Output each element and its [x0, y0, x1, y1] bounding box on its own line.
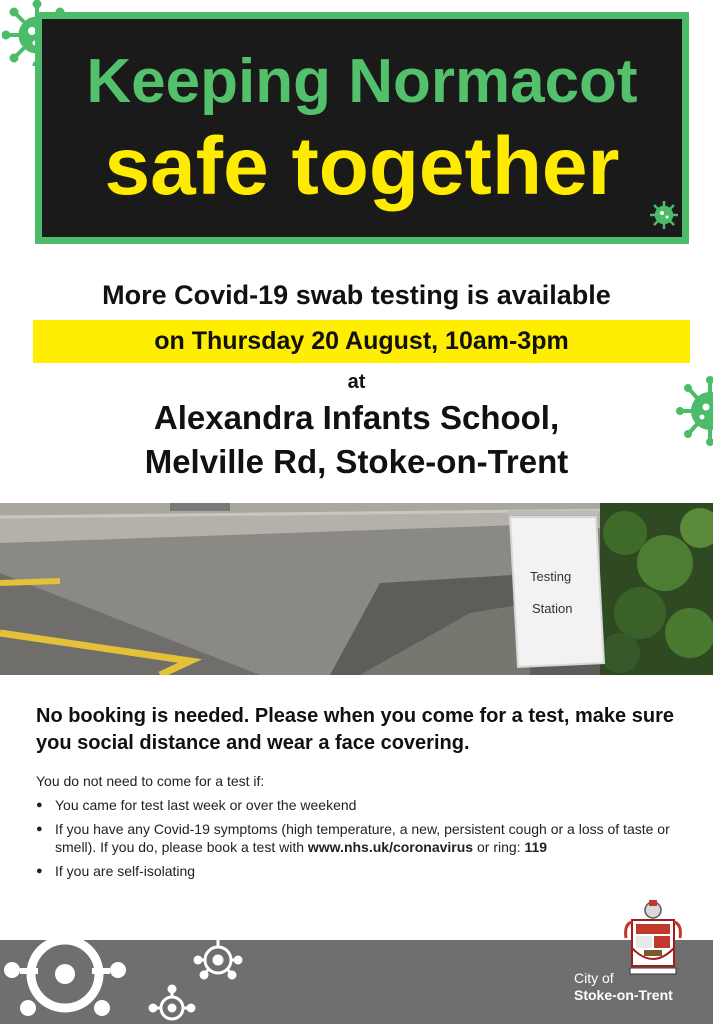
footer-council-name: Stoke-on-Trent — [574, 987, 673, 1003]
testing-headline: More Covid-19 swab testing is available — [102, 280, 611, 310]
testing-station-photo — [0, 503, 713, 675]
sign-text-line-2: Station — [532, 601, 573, 616]
title-line-1: Keeping Normacot — [86, 47, 638, 116]
nhs-link[interactable]: www.nhs.uk/coronavirus — [307, 839, 474, 855]
venue-address — [0, 396, 713, 484]
at-label: at — [347, 371, 366, 393]
bullet-text-2-mid: or ring: — [473, 839, 525, 855]
venue-line-1: Alexandra Infants School, — [153, 399, 560, 436]
bullet-text-2: If you have any Covid-19 symptoms (high temperature, a new, persistent cough or a loss of taste or smell). If you do, please book a test with — [55, 821, 670, 855]
sign-text-line-1: Testing — [530, 569, 572, 584]
list-item — [36, 820, 701, 856]
conditions-intro: You do not need to come for a test if: — [36, 773, 265, 789]
virus-icon-header-small — [647, 198, 681, 232]
council-crest-icon — [624, 898, 682, 982]
phone-number: 119 — [524, 839, 548, 855]
bullet-text-1: You came for test last week or over the weekend — [55, 797, 357, 813]
footer-virus-graphics — [0, 940, 300, 1024]
no-booking-notice: No booking is needed. Please when you come for a test, make sure you social distance and wear a face covering. — [36, 705, 674, 754]
list-item — [36, 796, 701, 814]
list-item — [36, 862, 701, 880]
conditions-list — [36, 796, 701, 886]
title-line-2: safe together — [104, 121, 620, 212]
virus-icon-right — [676, 376, 713, 446]
venue-line-2: Melville Rd, Stoke-on-Trent — [144, 443, 569, 480]
header-banner — [35, 12, 689, 244]
date-time-band: on Thursday 20 August, 10am-3pm — [33, 320, 690, 363]
footer-city-of: City of — [574, 970, 614, 986]
bullet-text-3: If you are self-isolating — [55, 863, 196, 879]
road-scene-image — [0, 503, 713, 675]
